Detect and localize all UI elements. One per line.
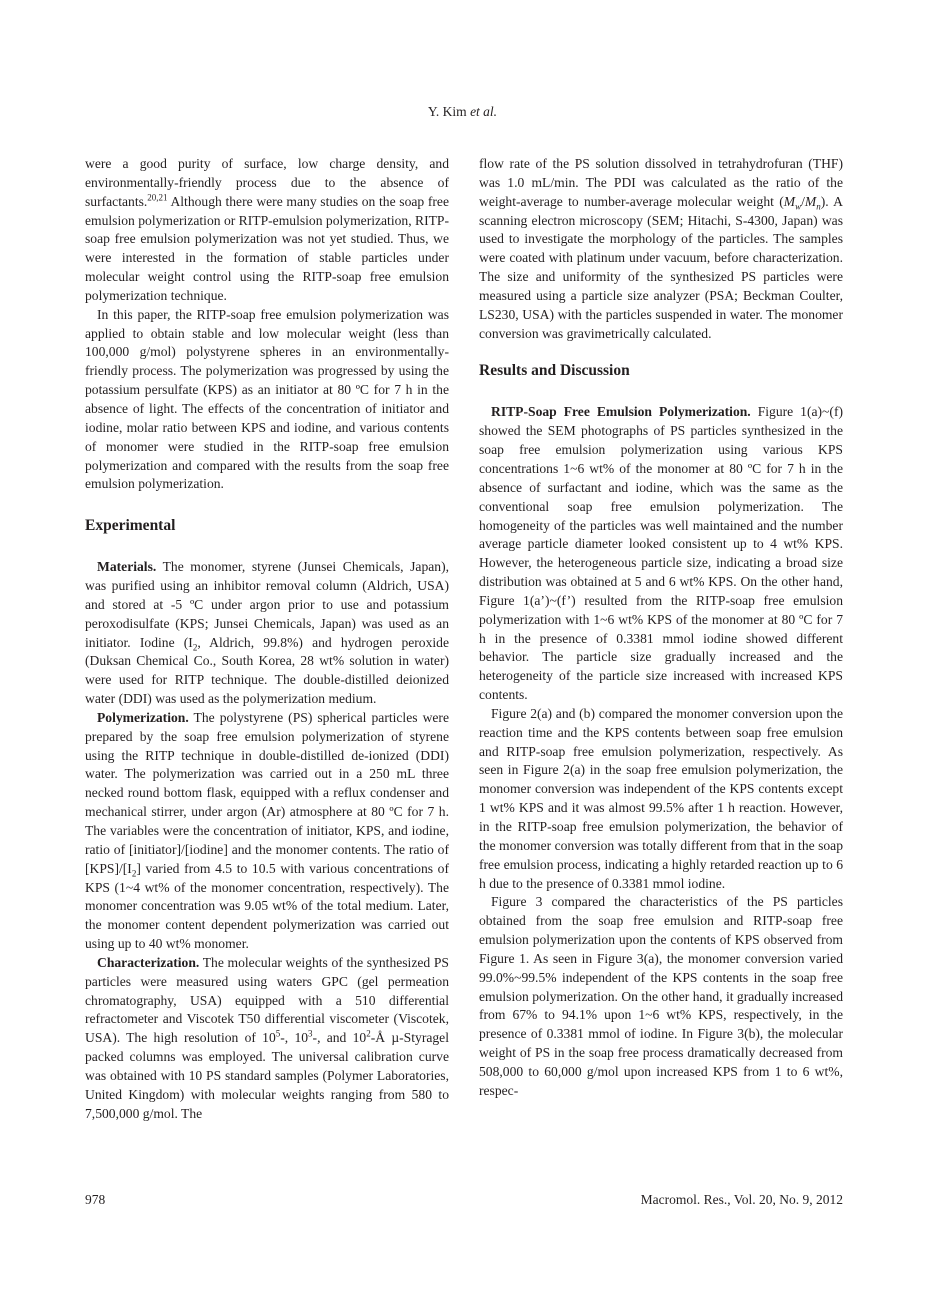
- materials-paragraph: Materials. The monomer, styrene (Junsei Chemicals, Japan), was purified using an inhibitor removal column (Aldrich, USA) and stored at -5 ºC under argon prior to use and potassium peroxodisulfate (KPS; Junsei Chemicals, Japan) was used as an initiator. Iodine ($I_2$, Aldrich, 99.8%) and hydrogen peroxide (Duksan Chemical Co., South Korea, 28 wt% solution in water) were used for RITP technique. The double-distilled deionized water (DDI) was used as the polymerization medium.: [85, 559, 450, 707]
- figure2-paragraph: Figure 2(a) and (b) compared the monomer conversion upon the reaction time and the KPS contents between soap free emulsion and RITP-soap free emulsion polymerization, respectively. As seen in Figure 2(a) in the soap free emulsion polymerization, the monomer conversion was independent of the KPS contents except 1 wt% KPS and it was almost 99.5% after 1 h reaction. However, in the RITP-soap free emulsion polymerization, the behavior of the monomer conversion was totally different from that in the soap free emulsion process, indicating a highly retarded reaction up to 6 h due to the presence of 0.3381 mmol iodine.: [479, 705, 843, 891]
- figure3-paragraph: Figure 3 compared the characteristics of the PS particles obtained from the soap free emulsion and RITP-soap free emulsion polymerization upon the contents of KPS observed from Figure 1. As seen in Figure 3(a), the monomer conversion varied 99.0%~99.5% independent of the KPS contents in the soap free emulsion polymerization. On the other hand, it gradually increased from 67% to 94.1% upon 1~6 wt% KPS, respectively, in the presence of 0.3381 mmol of iodine. In Figure 3(b), the molecular weight of PS in the soap free process dramatically decreased from 508,000 to 60,000 g/mol upon increased KPS from 1 to 6 wt%, respec-: [479, 894, 843, 1098]
- running-head: [0, 104, 925, 120]
- citation-ref: 20,21: [147, 192, 168, 203]
- polymerization-paragraph: Polymerization. The polystyrene (PS) spherical particles were prepared by the soap free emulsion polymerization of styrene using the RITP technique in double-distilled de-ionized (DDI) water. The polymerization was carried out in a 250 mL three necked round bottom flask, equipped with a reflux condenser and mechanical stirrer, under argon (Ar) atmosphere at 80 ºC for 7 h. The variables were the concentration of initiator, KPS, and iodine, ratio of [initiator]/[iodine] and the monomer contents. The ratio of $[KPS]/[I_2]$ varied from 4.5 to 10.5 with various concentrations of KPS (1~4 wt% of the monomer concentration, respectively). The monomer concentration was 9.05 wt% of the total medium. Later, the monomer content dependent polymerization was carried out using up to 40 wt% monomer.: [85, 709, 449, 952]
- section-heading-experimental: Experimental: [85, 517, 176, 535]
- section-heading-results: Results and Discussion: [479, 362, 630, 380]
- ritp-run-in-head: RITP-Soap Free Emulsion Polymerization.: [491, 404, 751, 420]
- ritp-paragraph: RITP-Soap Free Emulsion Polymerization. Figure 1(a)~(f) showed the SEM photographs of PS particles synthesized in the soap free emulsion polymerization using various KPS concentrations 1~6 wt% of the monomer at 80 ºC for 7 h in the absence of surfactant and iodine, which was the same as the conventional soap free emulsion polymerization. The homogeneity of the particles was well maintained and the number average particle diameter looked consistent up to 4 wt% KPS. However, the heterogeneous particle size, indicating a broad size distribution was obtained at 5 and 6 wt% KPS. On the other hand, Figure 1(a’)~(f’) resulted from the RITP-soap free emulsion polymerization with 1~6 wt% KPS of the monomer at 80 ºC for 7 h in the presence of 0.3381 mmol iodine showed different behavior. The particle size gradually increased and the heterogeneity of the particle size increased with increased KPS contents.: [479, 404, 843, 703]
- page-number: 978: [85, 1192, 106, 1207]
- characterization-paragraph: Characterization. The molecular weights of the synthesized PS particles were measured using waters GPC (gel permeation chromatography, USA) equipped with a 510 differential refractometer and Viscotek T50 differential viscometer (Viscotek, USA). The high resolution of $10^5-$, $10^3-$, and $10^2-Å$ µ-Styragel packed columns was employed. The universal calibration curve was obtained with 10 PS standard samples (Polymer Laboratories, United Kingdom) with molecular weights ranging from 580 to 7,500,000 g/mol. The: [85, 954, 449, 1121]
- characterization-run-in-head: Characterization.: [97, 954, 200, 970]
- polymerization-run-in-head: Polymerization.: [97, 709, 189, 725]
- materials-run-in-head: Materials.: [97, 559, 157, 575]
- characterization-continued-paragraph: flow rate of the PS solution dissolved in tetrahydrofuran (THF) was 1.0 mL/min. The PDI was calculated as the ratio of the weight-average to number-average molecular weight $(M_w/M_n)$. A scanning electron microscopy (SEM; Hitachi, S-4300, Japan) was used to investigate the morphology of the particles. The samples were coated with platinum under vacuum, before characterization. The size and uniformity of the synthesized PS particles were measured using a particle size analyzer (PSA; Beckman Coulter, LS230, USA) with the particles suspended in water. The monomer conversion was gravimetrically calculated.: [479, 156, 843, 341]
- running-head-author: Y. Kim: [427, 104, 471, 119]
- intro-paragraph-1: were a good purity of surface, low charge density, and environmentally-friendly process due to the absence of surfactants.$^{20,21}$ Although there were many studies on the soap free emulsion polymerization or RITP-emulsion polymerization, RITP-soap free emulsion polymerization was not yet studied. Thus, we were interested in the formation of stable particles under molecular weight control using the RITP-soap free emulsion polymerization technique.: [85, 156, 449, 303]
- journal-citation: Macromol. Res., Vol. 20, No. 9, 2012: [640, 1192, 843, 1207]
- intro-paragraph-2: In this paper, the RITP-soap free emulsion polymerization was applied to obtain stable and low molecular weight (less than 100,000 g/mol) polystyrene spheres in an environmentally-friendly process. The polymerization was progressed by using the potassium persulfate (KPS) as an initiator at 80 ºC for 7 h in the absence of light. The effects of the concentration of initiator and iodine, molar ratio between KPS and iodine, and various contents of monomer were studied in the RITP-soap free emulsion polymerization and compared with the results from the soap free emulsion polymerization.: [85, 306, 449, 492]
- running-head-etal: et al.: [470, 104, 498, 119]
- left-column: [85, 155, 449, 1124]
- right-column: [479, 155, 843, 1101]
